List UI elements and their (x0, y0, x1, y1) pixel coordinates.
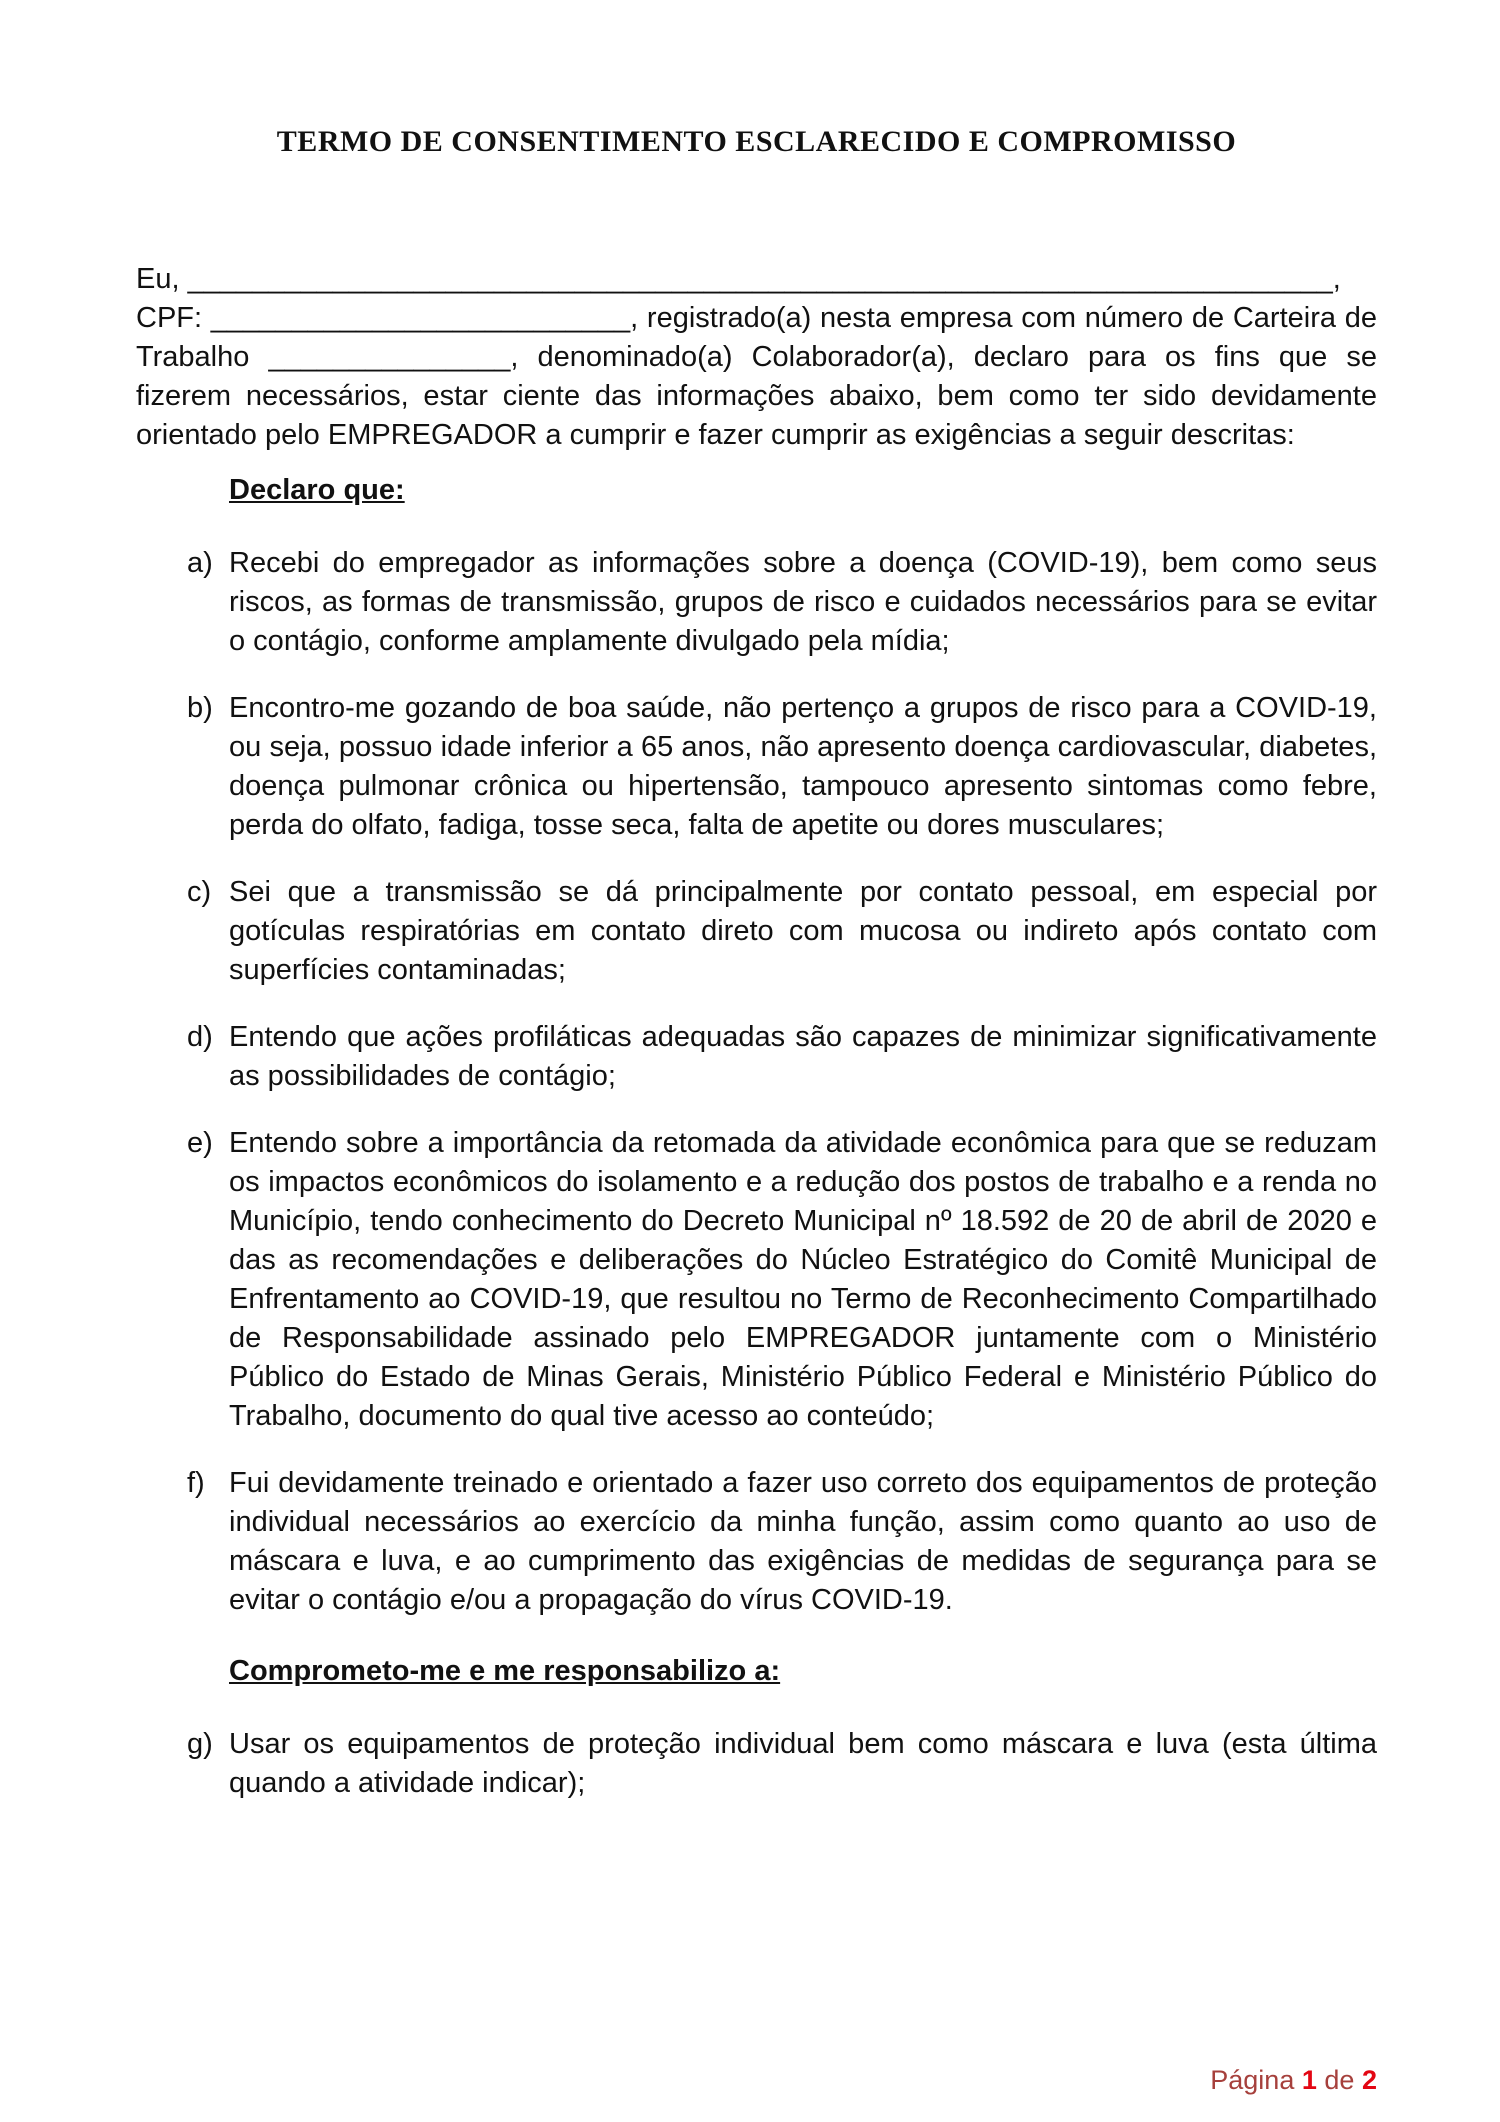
section-heading-declaro: Declaro que: (229, 474, 405, 506)
footer-current-page: 1 (1301, 2065, 1317, 2095)
list-item-e (136, 1124, 1377, 1436)
list-item-f (136, 1464, 1377, 1620)
list-item-g (136, 1725, 1377, 1803)
item-text-e: Entendo sobre a importância da retomada da atividade econômica para que se reduzam os impactos econômicos do isolamento e a redução dos postos de trabalho e a renda no Município, tendo conhecimento do Decreto Municipal nº 18.592 de 20 de abril de 2020 e das as recomendações e deliberações do Núcleo Estratégico do Comitê Municipal de Enfrentamento ao COVID-19, que resultou no Termo de Reconhecimento Compartilhado de Responsabilidade assinado pelo EMPREGADOR juntamente com o Ministério Público do Estado de Minas Gerais, Ministério Público Federal e Ministério Público do Trabalho, documento do qual tive acesso ao conteúdo; (229, 1127, 1377, 1432)
item-text-b: Encontro-me gozando de boa saúde, não pertenço a grupos de risco para a COVID-19, ou seja, possuo idade inferior a 65 anos, não apresento doença cardiovascular, diabetes, doença pulmonar crônica ou hipertensão, tampouco apresento sintomas como febre, perda do olfato, fadiga, tosse seca, falta de apetite ou dores musculares; (229, 692, 1377, 841)
document-title: TERMO DE CONSENTIMENTO ESCLARECIDO E COMPROMISSO (276, 125, 1237, 158)
item-text-f: Fui devidamente treinado e orientado a fazer uso correto dos equipamentos de proteção individual necessários ao exercício da minha função, assim como quanto ao uso de máscara e luva, e ao cumprimento das exigências de medidas de segurança para se evitar o contágio e/ou a propagação do vírus COVID-19. (229, 1467, 1377, 1616)
intro-paragraph: CPF: __________________________, registrado(a) nesta empresa com número de Carteira de Trabalho _______________, denominado(a) Colaborador(a), declaro para os fins que se fizerem necessários, estar ciente das informações abaixo, bem como ter sido devidamente orientado pelo EMPREGADOR a cumprir e fazer cumprir as exigências a seguir descritas: (136, 302, 1377, 451)
item-letter-e: e) (187, 1127, 213, 1159)
footer-word-pagina: Página (1210, 2065, 1295, 2095)
page-number-indicator (1210, 2064, 1377, 2096)
list-item-b (136, 689, 1377, 845)
footer-total-pages: 2 (1361, 2065, 1377, 2095)
section-heading-comprometo: Comprometo-me e me responsabilizo a: (229, 1655, 781, 1687)
item-letter-a: a) (187, 547, 213, 579)
intro-fill-line-name: Eu, _______________________________________________________________________, (136, 263, 1341, 295)
list-item-c (136, 873, 1377, 990)
item-text-d: Entendo que ações profiláticas adequadas são capazes de minimizar significativamente as possibilidades de contágio; (229, 1021, 1377, 1092)
item-letter-b: b) (187, 692, 213, 724)
list-item-d (136, 1018, 1377, 1096)
item-text-c: Sei que a transmissão se dá principalmente por contato pessoal, em especial por gotículas respiratórias em contato direto com mucosa ou indireto após contato com superfícies contaminadas; (229, 876, 1377, 986)
item-letter-g: g) (187, 1728, 213, 1760)
item-text-g: Usar os equipamentos de proteção individual bem como máscara e luva (esta última quando a atividade indicar); (229, 1728, 1377, 1799)
item-text-a: Recebi do empregador as informações sobre a doença (COVID-19), bem como seus riscos, as formas de transmissão, grupos de risco e cuidados necessários para se evitar o contágio, conforme amplamente divulgado pela mídia; (229, 547, 1377, 657)
footer-word-de: de (1324, 2065, 1355, 2095)
item-letter-c: c) (187, 876, 212, 908)
item-letter-d: d) (187, 1021, 213, 1053)
item-letter-f: f) (187, 1467, 205, 1499)
list-item-a (136, 544, 1377, 661)
